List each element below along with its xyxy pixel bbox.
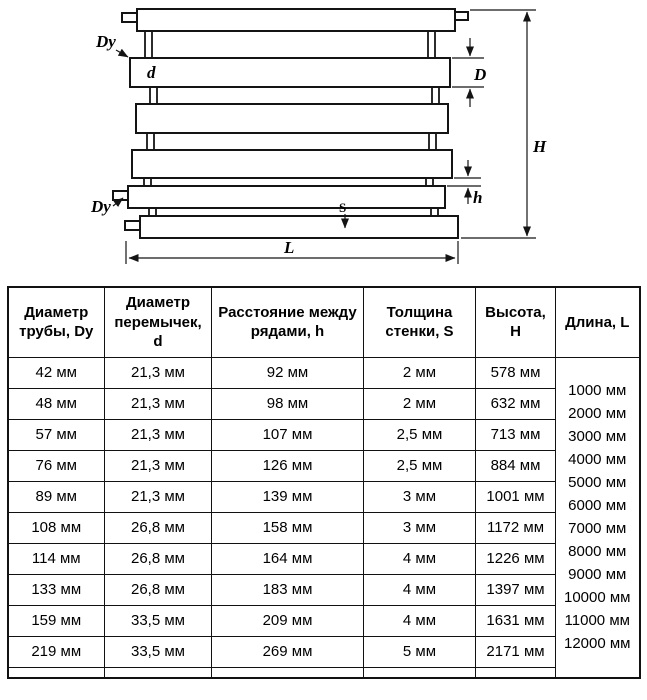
table-row [8, 357, 640, 388]
length-value: 4000 мм [568, 451, 627, 469]
table-row [8, 574, 640, 605]
spacer-cell [8, 667, 105, 678]
cell-dy: 89 мм [8, 481, 105, 512]
cell-d: 26,8 мм [105, 574, 212, 605]
cell-s: 3 мм [364, 481, 476, 512]
length-value: 5000 мм [568, 474, 627, 492]
length-value: 11000 мм [564, 612, 630, 630]
pipe-rows [128, 9, 458, 238]
cell-h: 107 мм [212, 419, 364, 450]
spacer-cell [212, 667, 364, 678]
cell-s: 2 мм [364, 357, 476, 388]
table-row [8, 605, 640, 636]
cell-d: 26,8 мм [105, 543, 212, 574]
cell-dy: 133 мм [8, 574, 105, 605]
label-L: L [284, 238, 295, 257]
cell-s: 5 мм [364, 636, 476, 667]
cell-H: 1172 мм [476, 512, 556, 543]
label-D: D [474, 65, 487, 84]
length-value: 8000 мм [568, 543, 627, 561]
cell-d: 21,3 мм [105, 388, 212, 419]
label-H: H [533, 137, 547, 156]
cell-h: 92 мм [212, 357, 364, 388]
cell-h: 139 мм [212, 481, 364, 512]
cell-h: 126 мм [212, 450, 364, 481]
pipe-stub [122, 13, 138, 22]
cell-s: 4 мм [364, 543, 476, 574]
cell-s: 4 мм [364, 574, 476, 605]
cell-H: 1631 мм [476, 605, 556, 636]
pipe-row-5 [128, 186, 445, 208]
cell-s: 2 мм [364, 388, 476, 419]
length-value: 9000 мм [568, 566, 627, 584]
cell-h: 209 мм [212, 605, 364, 636]
table-row [8, 388, 640, 419]
cell-h: 164 мм [212, 543, 364, 574]
pipe-row-1 [137, 9, 455, 31]
cell-H: 578 мм [476, 357, 556, 388]
length-value: 6000 мм [568, 497, 627, 515]
table-row [8, 636, 640, 667]
col-header-L: Длина, L [556, 287, 640, 357]
table-row [8, 481, 640, 512]
cell-H: 1226 мм [476, 543, 556, 574]
col-header-s: Толщина стенки, S [364, 287, 476, 357]
dim-Dy-leader [116, 50, 128, 57]
table-row [8, 512, 640, 543]
cell-dy: 57 мм [8, 419, 105, 450]
pipe-row-3 [136, 104, 448, 133]
length-value: 7000 мм [568, 520, 627, 538]
spacer-row [8, 667, 640, 678]
spacer-cell [364, 667, 476, 678]
cell-dy: 114 мм [8, 543, 105, 574]
cell-h: 98 мм [212, 388, 364, 419]
spacer-cell [105, 667, 212, 678]
register-diagram [0, 0, 647, 284]
cell-d: 26,8 мм [105, 512, 212, 543]
table-row [8, 450, 640, 481]
label-dy-top: Dy [96, 32, 116, 51]
cell-s: 3 мм [364, 512, 476, 543]
cell-h: 183 мм [212, 574, 364, 605]
col-header-dy: Диаметр трубы, Dy [8, 287, 105, 357]
col-header-H: Высота, H [476, 287, 556, 357]
cell-dy: 42 мм [8, 357, 105, 388]
cell-dy: 48 мм [8, 388, 105, 419]
cell-H: 713 мм [476, 419, 556, 450]
cell-s: 2,5 мм [364, 419, 476, 450]
length-value: 10000 мм [563, 589, 631, 607]
length-column-cell [556, 357, 640, 678]
table-row [8, 419, 640, 450]
header-row [8, 287, 640, 357]
cell-h: 158 мм [212, 512, 364, 543]
cell-d: 21,3 мм [105, 419, 212, 450]
cell-d: 21,3 мм [105, 450, 212, 481]
col-header-d: Диаметр перемычек, d [105, 287, 212, 357]
cell-dy: 219 мм [8, 636, 105, 667]
cell-H: 632 мм [476, 388, 556, 419]
col-header-h: Расстояние между рядами, h [212, 287, 364, 357]
pipe-stub [454, 12, 468, 20]
pipe-stub [125, 221, 141, 230]
length-value: 3000 мм [568, 428, 627, 446]
register-drawing-svg [0, 0, 647, 284]
cell-d: 33,5 мм [105, 605, 212, 636]
length-value: 2000 мм [568, 405, 627, 423]
cell-h: 269 мм [212, 636, 364, 667]
label-d: d [147, 63, 156, 82]
pipe-row-4 [132, 150, 452, 178]
length-value: 1000 мм [568, 382, 627, 400]
cell-d: 21,3 мм [105, 481, 212, 512]
cell-H: 2171 мм [476, 636, 556, 667]
label-S: S [339, 200, 347, 215]
cell-H: 884 мм [476, 450, 556, 481]
cell-s: 4 мм [364, 605, 476, 636]
cell-dy: 76 мм [8, 450, 105, 481]
label-dy-bottom: Dy [91, 197, 111, 216]
cell-s: 2,5 мм [364, 450, 476, 481]
cell-d: 21,3 мм [105, 357, 212, 388]
cell-H: 1001 мм [476, 481, 556, 512]
label-h: h [473, 188, 483, 207]
pipe-stub [113, 191, 129, 200]
cell-dy: 159 мм [8, 605, 105, 636]
cell-dy: 108 мм [8, 512, 105, 543]
spec-table [7, 286, 641, 679]
length-value: 12000 мм [563, 635, 631, 653]
spacer-cell [476, 667, 556, 678]
cell-d: 33,5 мм [105, 636, 212, 667]
table-row [8, 543, 640, 574]
pipe-row-6 [140, 216, 458, 238]
cell-H: 1397 мм [476, 574, 556, 605]
pipe-row-2 [130, 58, 450, 87]
